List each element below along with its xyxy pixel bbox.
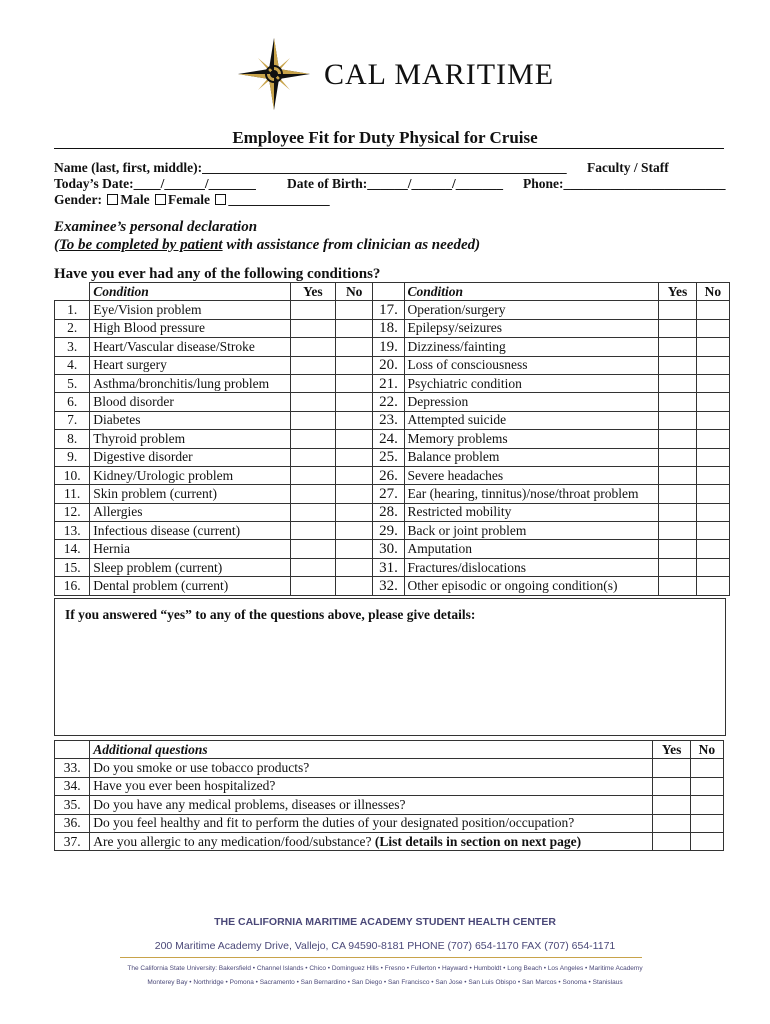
no-cell[interactable] (690, 759, 723, 777)
condition-name: Loss of consciousness (404, 356, 659, 374)
condition-number: 20. (373, 356, 404, 374)
no-cell[interactable] (696, 411, 729, 429)
declaration-underlined: To be completed by patient (59, 237, 223, 253)
no-cell[interactable] (696, 393, 729, 411)
condition-name: Amputation (404, 540, 659, 558)
male-checkbox[interactable] (107, 194, 118, 205)
conditions-table (54, 282, 730, 596)
condition-number: 8. (55, 430, 90, 448)
no-cell[interactable] (696, 558, 729, 576)
condition-number: 10. (55, 466, 90, 484)
condition-name: Operation/surgery (404, 301, 659, 319)
todays-date-field[interactable]: Today’s Date:____/______/_______ (54, 176, 256, 191)
no-cell[interactable] (336, 577, 373, 595)
no-cell[interactable] (696, 374, 729, 392)
condition-number: 26. (373, 466, 404, 484)
no-cell[interactable] (336, 301, 373, 319)
yes-cell[interactable] (659, 374, 696, 392)
condition-name: Skin problem (current) (90, 485, 290, 503)
no-cell[interactable] (690, 777, 723, 795)
condition-name: Digestive disorder (90, 448, 290, 466)
yes-cell[interactable] (290, 540, 335, 558)
no-cell[interactable] (336, 393, 373, 411)
condition-number: 6. (55, 393, 90, 411)
yes-cell[interactable] (290, 503, 335, 521)
condition-name: Epilepsy/seizures (404, 319, 659, 337)
no-cell[interactable] (696, 448, 729, 466)
yes-cell[interactable] (659, 301, 696, 319)
additional-yes-header: Yes (653, 741, 690, 759)
table-row (55, 448, 730, 466)
footer-divider (120, 957, 642, 958)
question-number: 33. (55, 759, 90, 777)
condition-name: Depression (404, 393, 659, 411)
no-cell[interactable] (336, 522, 373, 540)
table-row (55, 356, 730, 374)
no-cell[interactable] (690, 814, 723, 832)
yes-cell[interactable] (659, 485, 696, 503)
yes-cell[interactable] (290, 411, 335, 429)
male-label: Male (120, 192, 150, 207)
condition-number: 3. (55, 338, 90, 356)
condition-number: 19. (373, 338, 404, 356)
condition-number: 23. (373, 411, 404, 429)
yes-cell[interactable] (659, 466, 696, 484)
declaration-instructions: (To be completed by patient with assistance from clinician as needed) (54, 237, 481, 253)
table-row (55, 503, 730, 521)
condition-name: Kidney/Urologic problem (90, 466, 290, 484)
other-gender-field[interactable]: _______________ (228, 192, 330, 207)
female-label: Female (168, 192, 210, 207)
condition-name: Sleep problem (current) (90, 558, 290, 576)
table-row (55, 832, 724, 850)
yes-cell[interactable] (653, 832, 690, 850)
no-cell[interactable] (336, 338, 373, 356)
table-row (55, 374, 730, 392)
table-row (55, 777, 724, 795)
other-gender-checkbox[interactable] (215, 194, 226, 205)
condition-number: 25. (373, 448, 404, 466)
condition-name: Diabetes (90, 411, 290, 429)
question-text (90, 777, 653, 795)
no-cell[interactable] (336, 485, 373, 503)
condition-number: 24. (373, 430, 404, 448)
no-cell[interactable] (696, 540, 729, 558)
table-row (55, 522, 730, 540)
condition-name: Blood disorder (90, 393, 290, 411)
condition-number: 27. (373, 485, 404, 503)
condition-name: High Blood pressure (90, 319, 290, 337)
condition-number: 1. (55, 301, 90, 319)
no-cell[interactable] (696, 430, 729, 448)
declaration-heading: Examinee’s personal declaration (54, 219, 258, 235)
gender-row (54, 192, 330, 208)
condition-name: Infectious disease (current) (90, 522, 290, 540)
details-label: If you answered “yes” to any of the questions above, please give details: (65, 607, 476, 622)
table-row (55, 411, 730, 429)
condition-header: Condition (90, 283, 290, 301)
phone-field[interactable]: Phone:________________________ (523, 176, 726, 191)
no-cell[interactable] (696, 577, 729, 595)
yes-cell[interactable] (659, 540, 696, 558)
yes-cell[interactable] (659, 393, 696, 411)
logo-text: CAL MARITIME (324, 58, 552, 91)
table-row (55, 558, 730, 576)
no-cell[interactable] (696, 356, 729, 374)
question-number: 36. (55, 814, 90, 832)
table-row (55, 319, 730, 337)
footer-address: 200 Maritime Academy Drive, Vallejo, CA 94590-8181 PHONE (707) 654-1170 FAX (707) 654-1171 (154, 940, 616, 952)
condition-header-2: Condition (404, 283, 659, 301)
footer-center-name: THE CALIFORNIA MARITIME ACADEMY STUDENT HEALTH CENTER (214, 916, 556, 928)
yes-cell[interactable] (290, 338, 335, 356)
question-number: 37. (55, 832, 90, 850)
yes-cell[interactable] (659, 577, 696, 595)
yes-cell[interactable] (653, 814, 690, 832)
no-header-2: No (696, 283, 729, 301)
question-text (90, 814, 653, 832)
condition-name: Hernia (90, 540, 290, 558)
no-cell[interactable] (336, 558, 373, 576)
condition-number: 30. (373, 540, 404, 558)
additional-header: Additional questions (90, 741, 653, 759)
yes-cell[interactable] (659, 430, 696, 448)
no-cell[interactable] (696, 522, 729, 540)
question-text (90, 832, 653, 850)
condition-number: 32. (373, 577, 404, 595)
yes-cell[interactable] (290, 374, 335, 392)
condition-name: Attempted suicide (404, 411, 659, 429)
condition-name: Restricted mobility (404, 503, 659, 521)
no-cell[interactable] (696, 485, 729, 503)
question-text (90, 759, 653, 777)
condition-name: Fractures/dislocations (404, 558, 659, 576)
no-cell[interactable] (336, 411, 373, 429)
condition-number: 17. (373, 301, 404, 319)
table-row (55, 301, 730, 319)
no-cell[interactable] (690, 832, 723, 850)
condition-number: 2. (55, 319, 90, 337)
yes-cell[interactable] (659, 448, 696, 466)
no-header: No (336, 283, 373, 301)
yes-header: Yes (290, 283, 335, 301)
question-note: (List details in section on next page) (374, 833, 582, 849)
yes-cell[interactable] (653, 759, 690, 777)
condition-number: 22. (373, 393, 404, 411)
table-row (55, 430, 730, 448)
footer-csu-line-2: Monterey Bay • Northridge • Pomona • Sacramento • San Bernardino • San Diego • San Francisco • San Jose • San Luis Obispo • San Marcos • Sonoma • Stanislaus (147, 979, 623, 986)
yes-cell[interactable] (653, 796, 690, 814)
condition-name: Balance problem (404, 448, 659, 466)
condition-number: 12. (55, 503, 90, 521)
condition-name: Back or joint problem (404, 522, 659, 540)
condition-name: Thyroid problem (90, 430, 290, 448)
table-row (55, 540, 730, 558)
page-title: Employee Fit for Duty Physical for Cruise (232, 128, 538, 147)
yes-cell[interactable] (290, 522, 335, 540)
date-of-birth-field[interactable]: Date of Birth:______/______/_______ (287, 176, 503, 191)
no-cell[interactable] (696, 503, 729, 521)
condition-number: 9. (55, 448, 90, 466)
yes-cell[interactable] (290, 356, 335, 374)
footer-csu-line-1: The California State University: Bakersfield • Channel Islands • Chico • Dominguez Hills • Fresno • Fullerton • Hayward • Humboldt • Long Beach • Los Angeles • Maritime Academy (127, 965, 643, 972)
no-cell[interactable] (696, 319, 729, 337)
table-row (55, 759, 724, 777)
yes-cell[interactable] (290, 466, 335, 484)
condition-number: 13. (55, 522, 90, 540)
conditions-question: Have you ever had any of the following conditions? (54, 266, 381, 282)
yes-cell[interactable] (290, 393, 335, 411)
details-box[interactable] (54, 598, 726, 736)
yes-cell[interactable] (290, 448, 335, 466)
yes-cell[interactable] (659, 522, 696, 540)
additional-questions-table (54, 740, 724, 851)
condition-name: Dizziness/fainting (404, 338, 659, 356)
yes-cell[interactable] (659, 503, 696, 521)
no-cell[interactable] (336, 319, 373, 337)
question-number: 34. (55, 777, 90, 795)
additional-no-header: No (690, 741, 723, 759)
condition-number: 15. (55, 558, 90, 576)
title-divider (54, 148, 724, 149)
condition-name: Asthma/bronchitis/lung problem (90, 374, 290, 392)
no-cell[interactable] (690, 796, 723, 814)
yes-cell[interactable] (290, 558, 335, 576)
table-row (55, 577, 730, 595)
condition-name: Heart surgery (90, 356, 290, 374)
condition-name: Psychiatric condition (404, 374, 659, 392)
condition-name: Ear (hearing, tinnitus)/nose/throat problem (404, 485, 659, 503)
yes-header-2: Yes (659, 283, 696, 301)
no-cell[interactable] (336, 430, 373, 448)
question-label: Do you have any medical problems, diseases or illnesses? (93, 796, 406, 812)
yes-cell[interactable] (653, 777, 690, 795)
condition-name: Other episodic or ongoing condition(s) (404, 577, 659, 595)
question-label: Do you feel healthy and fit to perform the duties of your designated position/occupation? (93, 815, 575, 831)
condition-number: 16. (55, 577, 90, 595)
table-row (55, 796, 724, 814)
condition-number: 28. (373, 503, 404, 521)
no-cell[interactable] (336, 503, 373, 521)
question-text (90, 796, 653, 814)
no-cell[interactable] (336, 540, 373, 558)
table-row (55, 485, 730, 503)
condition-number: 14. (55, 540, 90, 558)
condition-number: 7. (55, 411, 90, 429)
yes-cell[interactable] (659, 558, 696, 576)
no-cell[interactable] (696, 466, 729, 484)
table-header-row (55, 741, 724, 759)
yes-cell[interactable] (659, 356, 696, 374)
table-row (55, 466, 730, 484)
yes-cell[interactable] (290, 301, 335, 319)
no-cell[interactable] (696, 301, 729, 319)
table-row (55, 814, 724, 832)
question-label: Have you ever been hospitalized? (93, 778, 276, 794)
condition-name: Allergies (90, 503, 290, 521)
yes-cell[interactable] (290, 485, 335, 503)
compass-star-icon (238, 38, 310, 110)
yes-cell[interactable] (290, 577, 335, 595)
condition-name: Dental problem (current) (90, 577, 290, 595)
no-cell[interactable] (336, 374, 373, 392)
table-header-row (55, 283, 730, 301)
yes-cell[interactable] (290, 430, 335, 448)
no-cell[interactable] (336, 356, 373, 374)
condition-name: Heart/Vascular disease/Stroke (90, 338, 290, 356)
question-label: Are you allergic to any medication/food/substance? (93, 833, 375, 849)
condition-number: 11. (55, 485, 90, 503)
condition-name: Severe headaches (404, 466, 659, 484)
no-cell[interactable] (336, 448, 373, 466)
condition-number: 21. (373, 374, 404, 392)
table-row (55, 393, 730, 411)
yes-cell[interactable] (659, 319, 696, 337)
gender-label: Gender: (54, 192, 102, 207)
no-cell[interactable] (336, 466, 373, 484)
condition-name: Memory problems (404, 430, 659, 448)
condition-number: 5. (55, 374, 90, 392)
cal-maritime-logo (232, 36, 552, 116)
question-number: 35. (55, 796, 90, 814)
yes-cell[interactable] (659, 338, 696, 356)
condition-number: 29. (373, 522, 404, 540)
condition-number: 18. (373, 319, 404, 337)
yes-cell[interactable] (290, 319, 335, 337)
no-cell[interactable] (696, 338, 729, 356)
female-checkbox[interactable] (155, 194, 166, 205)
faculty-staff-field[interactable]: Faculty / Staff (587, 160, 669, 175)
name-field[interactable]: Name (last, first, middle):______________________________________________________ (54, 160, 567, 175)
yes-cell[interactable] (659, 411, 696, 429)
question-label: Do you smoke or use tobacco products? (93, 760, 310, 776)
condition-number: 4. (55, 356, 90, 374)
table-row (55, 338, 730, 356)
condition-number: 31. (373, 558, 404, 576)
condition-name: Eye/Vision problem (90, 301, 290, 319)
